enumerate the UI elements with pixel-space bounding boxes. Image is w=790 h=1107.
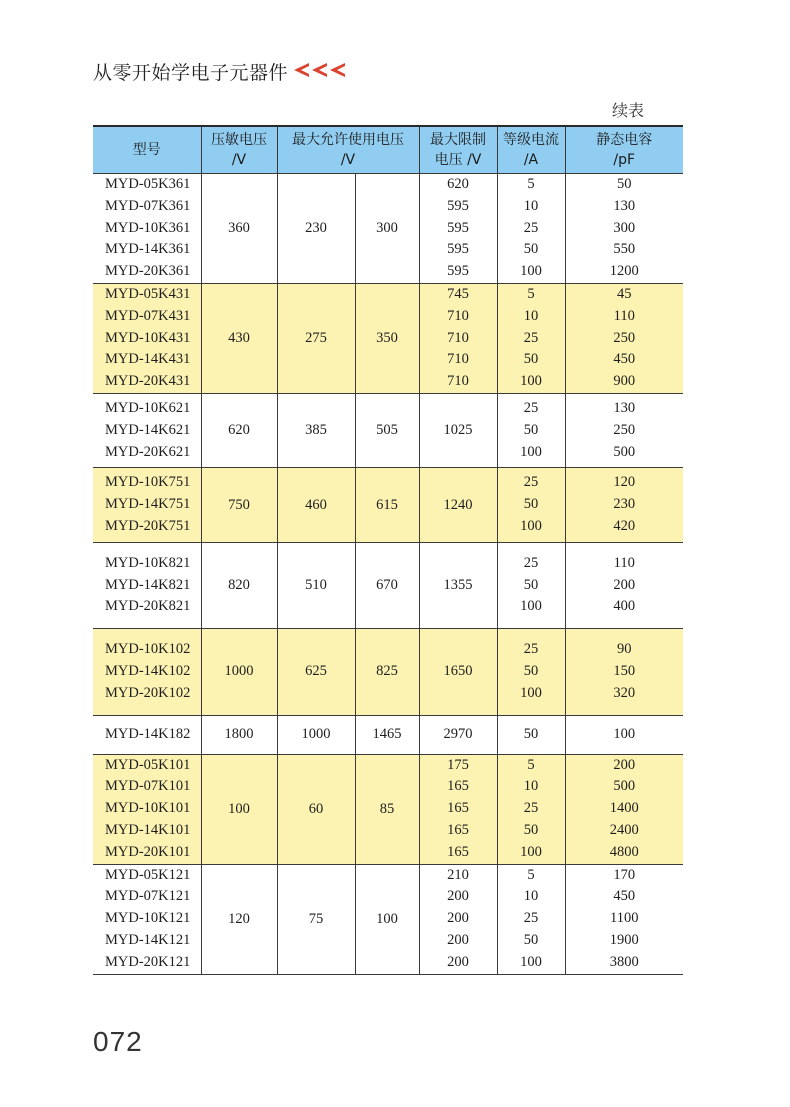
clamp-voltage-cell-value: 200 [447,910,469,927]
varistor-voltage-cell: 620 [201,393,277,467]
class-current-cell-value: 100 [520,684,542,701]
max-voltage-b-cell: 300 [355,174,419,284]
clamp-voltage-cell: 1240 [419,468,497,542]
clamp-voltage-cell-value: 710 [447,329,469,346]
model-cell-value: MYD-14K121 [105,931,191,948]
class-current-cell [497,754,565,864]
class-current-cell-value: 50 [523,241,539,258]
max-voltage-b-cell: 505 [355,393,419,467]
max-voltage-a-cell: 60 [277,754,355,864]
capacitance-cell-value: 420 [613,517,636,534]
clamp-voltage-cell [419,174,497,284]
header-max-voltage: 最大允许使用电压 /V [277,126,419,174]
continued-label: 续表 [612,101,645,120]
model-cell-value: MYD-14K101 [105,821,191,838]
capacitance-cell-value: 1900 [609,931,639,948]
clamp-voltage-cell [419,864,497,974]
varistor-voltage-cell: 750 [201,468,277,542]
max-voltage-b-cell: 100 [355,864,419,974]
clamp-voltage-cell-value: 200 [447,931,469,948]
clamp-voltage-cell-value: 165 [447,778,469,795]
capacitance-cell [565,754,683,864]
clamp-voltage-cell [419,283,497,393]
model-cell-value: MYD-10K621 [105,399,191,416]
capacitance-cell-value: 120 [613,474,636,491]
model-cell-value: MYD-10K431 [105,329,191,346]
row-group [93,393,683,467]
class-current-cell-value: 10 [523,888,539,905]
capacitance-cell [565,864,683,974]
row-group [93,864,683,974]
capacitance-cell-value: 3800 [609,953,639,970]
clamp-voltage-cell: 1025 [419,393,497,467]
capacitance-cell-value: 200 [613,576,636,593]
class-current-cell-value: 5 [527,756,535,773]
class-current-cell-value: 5 [527,285,535,302]
model-cell-value: MYD-20K751 [105,517,191,534]
model-cell-value: MYD-20K101 [105,843,191,860]
class-current-cell-value: 50 [523,662,539,679]
clamp-voltage-cell-value: 710 [447,351,469,368]
class-current-cell [497,629,565,715]
clamp-voltage-cell: 1355 [419,542,497,628]
model-cell-value: MYD-20K821 [105,598,191,615]
row-group [93,542,683,628]
capacitance-cell-value: 1200 [609,263,639,280]
max-voltage-b-cell: 350 [355,283,419,393]
capacitance-cell-value: 320 [613,684,636,701]
class-current-cell-value: 10 [523,197,539,214]
varistor-voltage-cell: 1800 [201,715,277,754]
class-current-cell [497,542,565,628]
capacitance-cell-value: 2400 [609,821,639,838]
page-number: 072 [93,1026,143,1057]
table-row [93,393,683,467]
model-cell [93,468,201,542]
max-voltage-a-cell: 1000 [277,715,355,754]
model-cell-value: MYD-10K121 [105,910,191,927]
clamp-voltage-cell-value: 710 [447,307,469,324]
class-current-cell-value: 50 [523,496,539,513]
row-group [93,715,683,754]
capacitance-cell [565,468,683,542]
varistor-voltage-cell: 1000 [201,629,277,715]
class-current-cell [497,468,565,542]
capacitance-cell-value: 250 [613,329,636,346]
max-voltage-a-cell: 510 [277,542,355,628]
model-cell-value: MYD-05K121 [105,866,191,883]
class-current-cell-value: 100 [520,517,542,534]
capacitance-cell-value: 110 [613,554,635,571]
model-cell [93,542,201,628]
varistor-voltage-cell: 100 [201,754,277,864]
clamp-voltage-cell-value: 595 [447,263,469,280]
capacitance-cell-value: 1100 [610,910,639,927]
header-clamp-voltage: 最大限制 电压 /V [419,126,497,174]
capacitance-cell-value: 170 [613,866,636,883]
clamp-voltage-cell: 2970 [419,715,497,754]
varistor-spec-table [93,125,683,975]
capacitance-cell [565,629,683,715]
clamp-voltage-cell-value: 710 [447,373,469,390]
table-row [93,174,683,284]
class-current-cell [497,283,565,393]
model-cell-value: MYD-14K431 [105,351,191,368]
model-cell-value: MYD-07K121 [105,888,191,905]
model-cell-value: MYD-20K102 [105,684,191,701]
varistor-voltage-cell: 430 [201,283,277,393]
capacitance-cell-value: 150 [613,662,636,679]
max-voltage-a-cell: 75 [277,864,355,974]
capacitance-cell-value: 45 [617,285,632,302]
capacitance-cell-value: 250 [613,421,636,438]
model-cell-value: MYD-10K102 [105,641,191,658]
model-cell-value: MYD-20K431 [105,373,191,390]
table-row [93,864,683,974]
class-current-cell-value: 5 [527,866,535,883]
table-row [93,542,683,628]
header-model: 型号 [93,126,201,174]
class-current-cell-value: 25 [523,219,539,236]
model-cell [93,715,201,754]
model-cell-value: MYD-05K361 [105,176,191,192]
max-voltage-b-cell: 1465 [355,715,419,754]
clamp-voltage-cell-value: 165 [447,821,469,838]
table-row [93,468,683,542]
class-current-cell-value: 50 [523,931,539,948]
triple-left-chevron-icon [292,60,352,80]
class-current-cell-value: 5 [527,176,535,192]
capacitance-cell-value: 90 [617,641,632,658]
class-current-cell-value: 100 [520,263,542,280]
model-cell [93,754,201,864]
capacitance-cell-value: 110 [613,307,635,324]
capacitance-cell-value: 50 [617,176,632,192]
max-voltage-a-cell: 230 [277,174,355,284]
capacitance-cell-value: 200 [613,756,636,773]
capacitance-cell-value: 900 [613,373,636,390]
capacitance-cell-value: 300 [613,219,636,236]
class-current-cell-value: 100 [520,443,542,460]
clamp-voltage-cell: 1650 [419,629,497,715]
capacitance-cell-value: 500 [613,443,636,460]
clamp-voltage-cell-value: 200 [447,953,469,970]
model-cell-value: MYD-14K361 [105,241,191,258]
row-group [93,174,683,284]
row-group [93,629,683,715]
model-cell-value: MYD-14K182 [105,725,191,742]
class-current-cell-value: 25 [523,554,539,571]
varistor-voltage-cell: 360 [201,174,277,284]
class-current-cell-value: 100 [520,598,542,615]
clamp-voltage-cell-value: 175 [447,756,469,773]
capacitance-cell [565,715,683,754]
header-class-current: 等级电流 /A [497,126,565,174]
model-cell [93,629,201,715]
class-current-cell [497,174,565,284]
table-row [93,715,683,754]
max-voltage-b-cell: 670 [355,542,419,628]
class-current-cell [497,393,565,467]
model-cell-value: MYD-07K361 [105,197,191,214]
model-cell-value: MYD-14K621 [105,421,191,438]
clamp-voltage-cell-value: 210 [447,866,469,883]
capacitance-cell [565,174,683,284]
header-capacitance: 静态电容 /pF [565,126,683,174]
model-cell-value: MYD-20K361 [105,263,191,280]
class-current-cell-value: 50 [523,351,539,368]
class-current-cell-value: 25 [523,910,539,927]
capacitance-cell-value: 450 [613,888,636,905]
max-voltage-a-cell: 625 [277,629,355,715]
header-varistor-voltage: 压敏电压 /V [201,126,277,174]
class-current-cell-value: 25 [523,800,539,817]
capacitance-cell-value: 4800 [609,843,639,860]
varistor-voltage-cell: 820 [201,542,277,628]
table-row [93,754,683,864]
model-cell [93,174,201,284]
class-current-cell-value: 25 [523,399,539,416]
model-cell [93,393,201,467]
class-current-cell-value: 100 [520,953,542,970]
clamp-voltage-cell [419,754,497,864]
max-voltage-a-cell: 385 [277,393,355,467]
clamp-voltage-cell-value: 595 [447,197,469,214]
max-voltage-b-cell: 85 [355,754,419,864]
class-current-cell-value: 100 [520,843,542,860]
capacitance-cell-value: 550 [613,241,636,258]
table-row [93,283,683,393]
class-current-cell [497,864,565,974]
row-group [93,283,683,393]
class-current-cell-value: 25 [523,474,539,491]
model-cell-value: MYD-20K121 [105,953,191,970]
capacitance-cell-value: 400 [613,598,636,615]
clamp-voltage-cell-value: 200 [447,888,469,905]
capacitance-cell-value: 450 [613,351,636,368]
max-voltage-b-cell: 615 [355,468,419,542]
table-header-row [93,126,683,174]
table-row [93,629,683,715]
capacitance-cell-value: 130 [613,399,636,416]
model-cell-value: MYD-10K101 [105,800,191,817]
clamp-voltage-cell-value: 165 [447,843,469,860]
model-cell-value: MYD-07K101 [105,778,191,795]
capacitance-cell [565,542,683,628]
model-cell-value: MYD-14K821 [105,576,191,593]
row-group [93,754,683,864]
model-cell-value: MYD-07K431 [105,307,191,324]
class-current-cell-value: 50 [523,725,539,742]
capacitance-cell [565,283,683,393]
model-cell-value: MYD-05K101 [105,756,191,773]
section-title: 从零开始学电子元器件 [93,62,289,84]
model-cell-value: MYD-05K431 [105,285,191,302]
class-current-cell-value: 50 [523,421,539,438]
capacitance-cell-value: 100 [613,725,636,742]
clamp-voltage-cell-value: 595 [447,219,469,236]
clamp-voltage-cell-value: 165 [447,800,469,817]
max-voltage-a-cell: 275 [277,283,355,393]
class-current-cell-value: 50 [523,576,539,593]
model-cell-value: MYD-10K821 [105,554,191,571]
capacitance-cell-value: 1400 [609,800,639,817]
clamp-voltage-cell-value: 595 [447,241,469,258]
class-current-cell-value: 50 [523,821,539,838]
model-cell [93,864,201,974]
model-cell-value: MYD-14K102 [105,662,191,679]
capacitance-cell-value: 130 [613,197,636,214]
class-current-cell-value: 25 [523,641,539,658]
row-group [93,468,683,542]
model-cell [93,283,201,393]
model-cell-value: MYD-20K621 [105,443,191,460]
clamp-voltage-cell-value: 620 [447,176,469,192]
model-cell-value: MYD-10K361 [105,219,191,236]
max-voltage-a-cell: 460 [277,468,355,542]
varistor-voltage-cell: 120 [201,864,277,974]
class-current-cell [497,715,565,754]
capacitance-cell-value: 230 [613,496,636,513]
model-cell-value: MYD-10K751 [105,474,191,491]
model-cell-value: MYD-14K751 [105,496,191,513]
class-current-cell-value: 10 [523,307,539,324]
class-current-cell-value: 100 [520,373,542,390]
class-current-cell-value: 10 [523,778,539,795]
capacitance-cell [565,393,683,467]
capacitance-cell-value: 500 [613,778,636,795]
max-voltage-b-cell: 825 [355,629,419,715]
class-current-cell-value: 25 [523,329,539,346]
clamp-voltage-cell-value: 745 [447,285,469,302]
